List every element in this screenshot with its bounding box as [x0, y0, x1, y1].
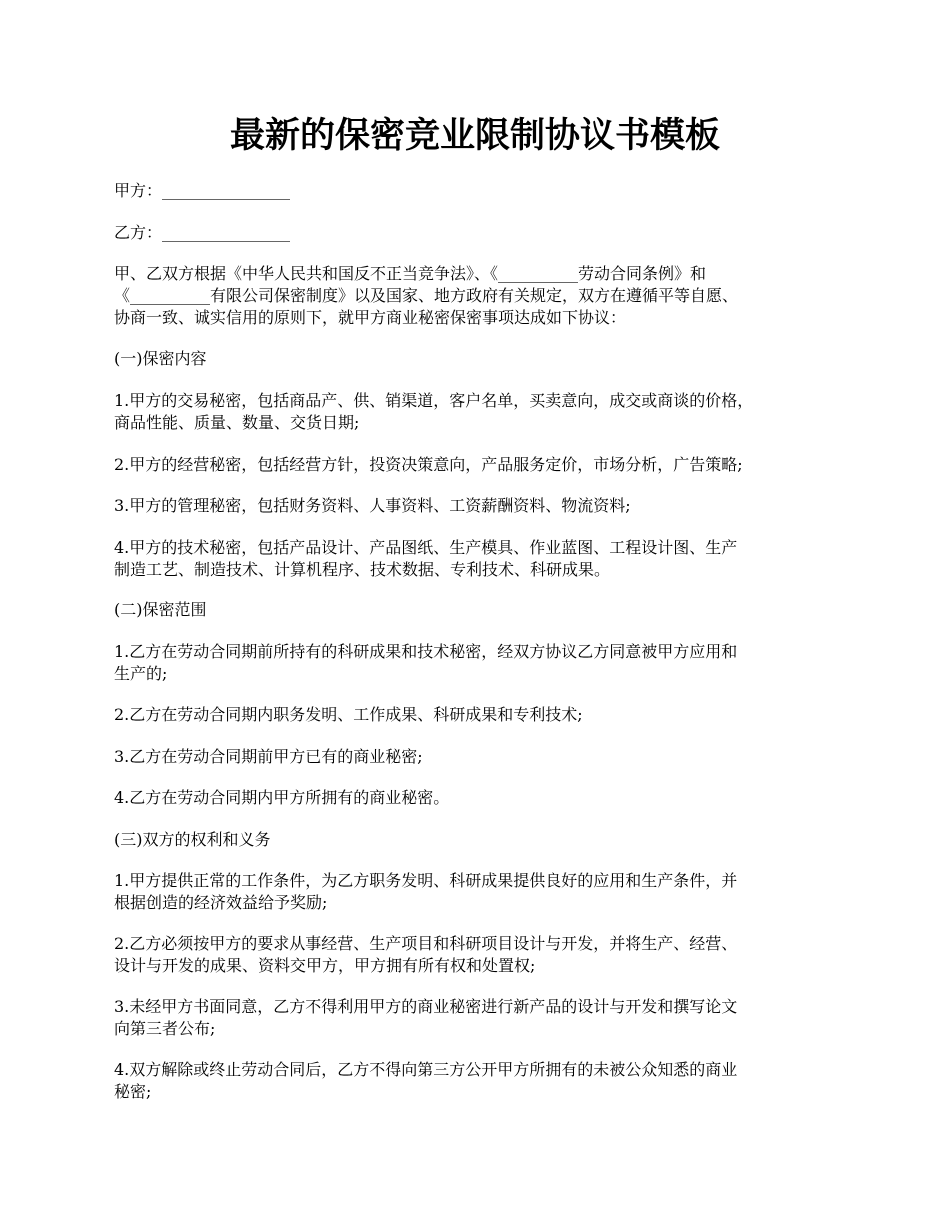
list-item [114, 996, 844, 1040]
list-item-line: 向第三者公布; [114, 1019, 216, 1038]
list-item [114, 495, 844, 517]
list-item-line: 根据创造的经济效益给予奖励; [114, 893, 328, 912]
party-a-line: 甲方：________________ [114, 181, 291, 200]
list-item [114, 870, 844, 914]
list-item-line: 4.甲方的技术秘密，包括产品设计、产品图纸、生产模具、作业蓝图、工程设计图、生产 [114, 538, 738, 557]
list-item-line: 商品性能、质量、数量、交货日期; [114, 413, 360, 432]
list-item-line: 2.甲方的经营秘密，包括经营方针，投资决策意向，产品服务定价，市场分析，广告策略; [114, 455, 743, 474]
list-item-line: 3.未经甲方书面同意，乙方不得利用甲方的商业秘密进行新产品的设计与开发和撰写论文 [114, 997, 738, 1016]
list-item-line: 3.乙方在劳动合同期前甲方已有的商业秘密; [114, 747, 423, 766]
intro-line: 甲、乙双方根据《中华人民共和国反不正当竞争法》、《__________劳动合同条例》和 [114, 264, 707, 283]
intro-line: 协商一致、诚实信用的原则下，就甲方商业秘密保密事项达成如下协议： [114, 308, 627, 327]
list-item [114, 704, 844, 726]
list-item [114, 746, 844, 768]
list-item-line: 4.双方解除或终止劳动合同后，乙方不得向第三方公开甲方所拥有的未被公众知悉的商业 [114, 1060, 738, 1079]
intro-line: 《__________有限公司保密制度》以及国家、地方政府有关规定，双方在遵循平等自愿、 [114, 286, 739, 305]
list-item [114, 933, 844, 977]
list-item-line: 3.甲方的管理秘密，包括财务资料、人事资料、工资薪酬资料、物流资料; [114, 496, 631, 515]
section-heading: (一)保密内容 [114, 349, 207, 368]
list-item-line: 秘密; [114, 1082, 152, 1101]
intro-paragraph [114, 263, 844, 329]
list-item-line: 2.乙方必须按甲方的要求从事经营、生产项目和科研项目设计与开发，并将生产、经营、 [114, 934, 738, 953]
section-heading: (三)双方的权利和义务 [114, 830, 271, 849]
list-item-line: 1.乙方在劳动合同期前所持有的科研成果和技术秘密，经双方协议乙方同意被甲方应用和 [114, 642, 738, 661]
list-item-line: 设计与开发的成果、资料交甲方，甲方拥有所有权和处置权; [114, 956, 536, 975]
document-title: 最新的保密竞业限制协议书模板 [229, 115, 720, 156]
party-b-line: 乙方：________________ [114, 223, 291, 242]
list-item [114, 537, 844, 581]
list-item-line: 4.乙方在劳动合同期内甲方所拥有的商业秘密。 [114, 788, 450, 807]
list-item-line: 1.甲方的交易秘密，包括商品产、供、销渠道，客户名单，买卖意向，成交或商谈的价格， [114, 391, 754, 410]
list-item [114, 454, 844, 476]
list-item [114, 641, 844, 685]
list-item [114, 1059, 844, 1103]
list-item-line: 生产的; [114, 664, 168, 683]
list-item [114, 390, 844, 434]
list-item-line: 1.甲方提供正常的工作条件，为乙方职务发明、科研成果提供良好的应用和生产条件，并 [114, 871, 738, 890]
list-item-line: 制造工艺、制造技术、计算机程序、技术数据、专利技术、科研成果。 [114, 560, 611, 579]
section-heading: (二)保密范围 [114, 600, 207, 619]
list-item-line: 2.乙方在劳动合同期内职务发明、工作成果、科研成果和专利技术; [114, 705, 583, 724]
list-item [114, 787, 844, 809]
